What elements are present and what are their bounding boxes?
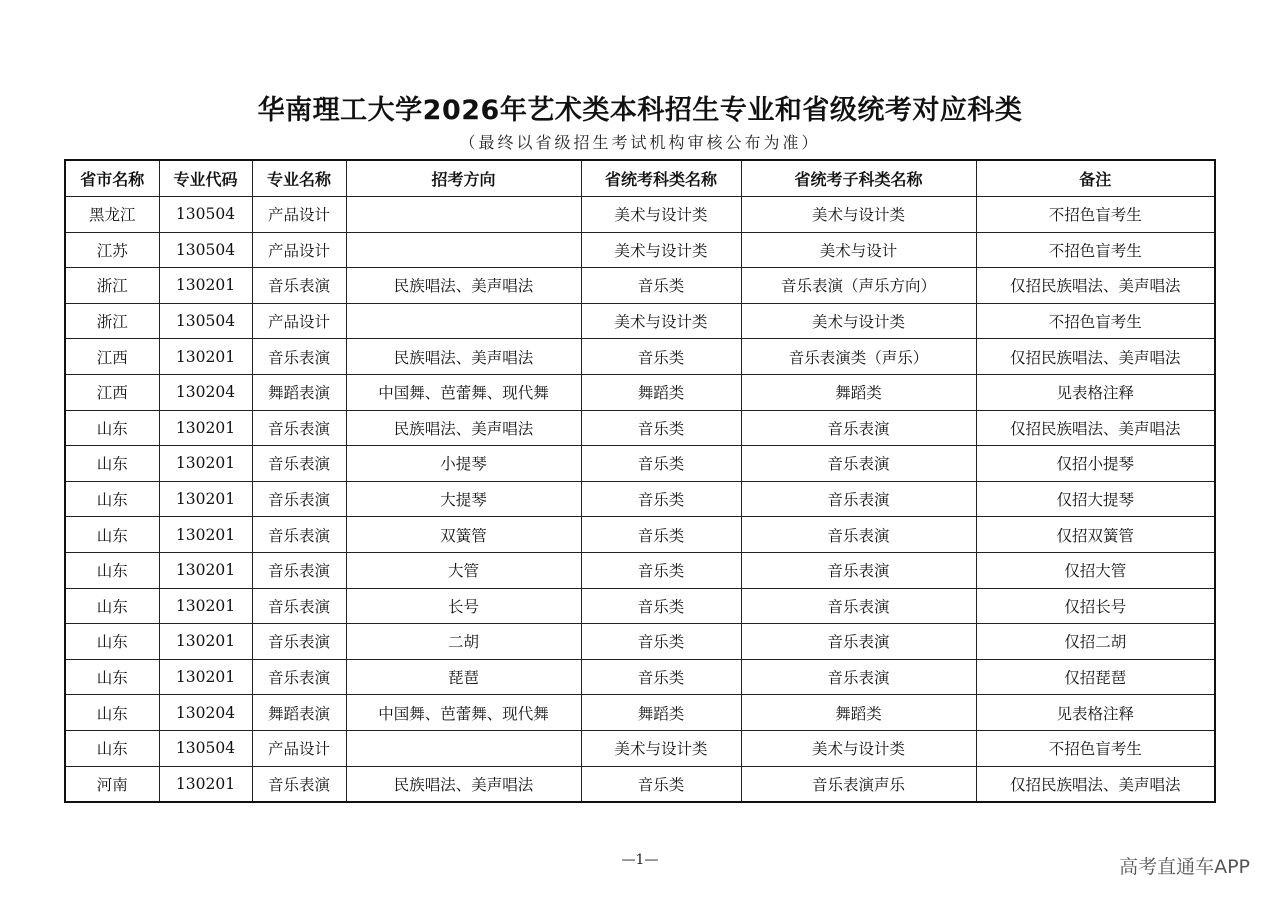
cell-major-code: 130504 [159, 730, 252, 766]
cell-exam-category: 美术与设计类 [581, 232, 741, 268]
cell-major-code: 130201 [159, 588, 252, 624]
cell-remarks: 仅招长号 [976, 588, 1215, 624]
cell-major-name: 音乐表演 [252, 446, 346, 482]
table-row [65, 446, 1215, 482]
cell-exam-subcategory: 音乐表演 [741, 588, 976, 624]
cell-exam-category: 音乐类 [581, 410, 741, 446]
column-header-major-code: 专业代码 [159, 160, 252, 197]
column-header-major-name: 专业名称 [252, 160, 346, 197]
cell-major-name: 音乐表演 [252, 624, 346, 660]
cell-province: 江苏 [65, 232, 159, 268]
cell-exam-subcategory: 音乐表演 [741, 517, 976, 553]
cell-major-name: 产品设计 [252, 303, 346, 339]
cell-province: 山东 [65, 552, 159, 588]
cell-exam-subcategory: 美术与设计类 [741, 730, 976, 766]
cell-exam-category: 音乐类 [581, 517, 741, 553]
cell-exam-subcategory: 音乐表演 [741, 410, 976, 446]
cell-major-code: 130201 [159, 410, 252, 446]
table-row [65, 659, 1215, 695]
cell-major-code: 130201 [159, 659, 252, 695]
watermark: 高考直通车APP [1119, 856, 1250, 878]
cell-province: 浙江 [65, 268, 159, 304]
table-row [65, 268, 1215, 304]
cell-direction: 中国舞、芭蕾舞、现代舞 [346, 695, 581, 731]
cell-major-name: 音乐表演 [252, 517, 346, 553]
cell-remarks: 不招色盲考生 [976, 197, 1215, 233]
cell-exam-subcategory: 音乐表演 [741, 481, 976, 517]
table-row [65, 339, 1215, 375]
cell-province: 山东 [65, 730, 159, 766]
cell-direction: 二胡 [346, 624, 581, 660]
cell-major-code: 130201 [159, 552, 252, 588]
cell-exam-subcategory: 美术与设计类 [741, 303, 976, 339]
cell-remarks: 仅招民族唱法、美声唱法 [976, 410, 1215, 446]
cell-major-name: 音乐表演 [252, 410, 346, 446]
cell-major-code: 130504 [159, 303, 252, 339]
table-row [65, 552, 1215, 588]
cell-exam-category: 音乐类 [581, 552, 741, 588]
table-row [65, 624, 1215, 660]
table-row [65, 197, 1215, 233]
table-row [65, 588, 1215, 624]
cell-major-name: 音乐表演 [252, 339, 346, 375]
table-row [65, 730, 1215, 766]
cell-direction: 民族唱法、美声唱法 [346, 410, 581, 446]
cell-major-code: 130201 [159, 766, 252, 802]
cell-province: 山东 [65, 517, 159, 553]
cell-province: 山东 [65, 695, 159, 731]
cell-exam-subcategory: 舞蹈类 [741, 695, 976, 731]
column-header-direction: 招考方向 [346, 160, 581, 197]
cell-exam-category: 音乐类 [581, 624, 741, 660]
cell-exam-category: 舞蹈类 [581, 374, 741, 410]
cell-direction: 大管 [346, 552, 581, 588]
cell-province: 山东 [65, 624, 159, 660]
cell-major-code: 130201 [159, 446, 252, 482]
cell-exam-category: 音乐类 [581, 268, 741, 304]
cell-province: 山东 [65, 481, 159, 517]
column-header-province: 省市名称 [65, 160, 159, 197]
cell-major-name: 音乐表演 [252, 552, 346, 588]
cell-remarks: 仅招民族唱法、美声唱法 [976, 339, 1215, 375]
cell-exam-subcategory: 音乐表演类（声乐） [741, 339, 976, 375]
cell-major-code: 130504 [159, 197, 252, 233]
cell-major-code: 130504 [159, 232, 252, 268]
cell-major-code: 130204 [159, 695, 252, 731]
column-header-remarks: 备注 [976, 160, 1215, 197]
cell-direction [346, 303, 581, 339]
cell-exam-subcategory: 音乐表演（声乐方向） [741, 268, 976, 304]
document-title: 华南理工大学2026年艺术类本科招生专业和省级统考对应科类 [257, 95, 1023, 126]
cell-province: 山东 [65, 659, 159, 695]
cell-exam-category: 美术与设计类 [581, 303, 741, 339]
table-row [65, 410, 1215, 446]
cell-exam-subcategory: 美术与设计 [741, 232, 976, 268]
table-row [65, 481, 1215, 517]
cell-province: 山东 [65, 446, 159, 482]
cell-direction [346, 730, 581, 766]
cell-exam-category: 音乐类 [581, 659, 741, 695]
cell-major-code: 130201 [159, 624, 252, 660]
cell-major-code: 130201 [159, 268, 252, 304]
cell-province: 江西 [65, 339, 159, 375]
page-number: —1— [621, 852, 659, 868]
table-row [65, 766, 1215, 802]
cell-remarks: 仅招民族唱法、美声唱法 [976, 268, 1215, 304]
cell-province: 江西 [65, 374, 159, 410]
table-row [65, 374, 1215, 410]
cell-exam-subcategory: 音乐表演 [741, 624, 976, 660]
cell-major-code: 130201 [159, 517, 252, 553]
cell-province: 黑龙江 [65, 197, 159, 233]
table-header-row [65, 160, 1215, 197]
cell-province: 浙江 [65, 303, 159, 339]
cell-remarks: 不招色盲考生 [976, 303, 1215, 339]
cell-exam-subcategory: 音乐表演 [741, 446, 976, 482]
cell-direction: 长号 [346, 588, 581, 624]
cell-exam-subcategory: 音乐表演 [741, 659, 976, 695]
cell-remarks: 仅招双簧管 [976, 517, 1215, 553]
cell-remarks: 仅招二胡 [976, 624, 1215, 660]
cell-major-code: 130201 [159, 481, 252, 517]
cell-direction: 琵琶 [346, 659, 581, 695]
cell-major-name: 音乐表演 [252, 588, 346, 624]
cell-major-name: 音乐表演 [252, 481, 346, 517]
cell-exam-category: 音乐类 [581, 588, 741, 624]
cell-remarks: 不招色盲考生 [976, 730, 1215, 766]
cell-major-name: 舞蹈表演 [252, 695, 346, 731]
cell-exam-category: 美术与设计类 [581, 730, 741, 766]
cell-major-name: 舞蹈表演 [252, 374, 346, 410]
cell-major-name: 音乐表演 [252, 659, 346, 695]
cell-exam-category: 音乐类 [581, 766, 741, 802]
cell-major-code: 130201 [159, 339, 252, 375]
cell-major-name: 音乐表演 [252, 268, 346, 304]
cell-exam-subcategory: 美术与设计类 [741, 197, 976, 233]
cell-remarks: 仅招大管 [976, 552, 1215, 588]
cell-remarks: 见表格注释 [976, 695, 1215, 731]
cell-remarks: 仅招大提琴 [976, 481, 1215, 517]
document-subtitle: （最终以省级招生考试机构审核公布为准） [459, 133, 821, 152]
cell-exam-category: 音乐类 [581, 339, 741, 375]
cell-direction [346, 197, 581, 233]
cell-direction: 双簧管 [346, 517, 581, 553]
cell-direction: 民族唱法、美声唱法 [346, 268, 581, 304]
cell-major-name: 产品设计 [252, 232, 346, 268]
cell-direction: 民族唱法、美声唱法 [346, 766, 581, 802]
cell-remarks: 不招色盲考生 [976, 232, 1215, 268]
cell-direction [346, 232, 581, 268]
column-header-exam-category: 省统考科类名称 [581, 160, 741, 197]
cell-major-name: 音乐表演 [252, 766, 346, 802]
cell-remarks: 仅招民族唱法、美声唱法 [976, 766, 1215, 802]
cell-remarks: 仅招小提琴 [976, 446, 1215, 482]
cell-exam-category: 美术与设计类 [581, 197, 741, 233]
cell-major-name: 产品设计 [252, 197, 346, 233]
cell-exam-subcategory: 舞蹈类 [741, 374, 976, 410]
cell-exam-category: 音乐类 [581, 481, 741, 517]
cell-remarks: 仅招琵琶 [976, 659, 1215, 695]
cell-remarks: 见表格注释 [976, 374, 1215, 410]
cell-direction: 小提琴 [346, 446, 581, 482]
cell-exam-subcategory: 音乐表演声乐 [741, 766, 976, 802]
table-row [65, 232, 1215, 268]
table-row [65, 303, 1215, 339]
cell-direction: 大提琴 [346, 481, 581, 517]
cell-major-name: 产品设计 [252, 730, 346, 766]
table-row [65, 695, 1215, 731]
admissions-table [64, 159, 1216, 803]
cell-province: 山东 [65, 410, 159, 446]
cell-province: 河南 [65, 766, 159, 802]
cell-major-code: 130204 [159, 374, 252, 410]
column-header-exam-subcategory: 省统考子科类名称 [741, 160, 976, 197]
cell-exam-category: 音乐类 [581, 446, 741, 482]
table-body [65, 197, 1215, 803]
cell-exam-subcategory: 音乐表演 [741, 552, 976, 588]
cell-exam-category: 舞蹈类 [581, 695, 741, 731]
cell-direction: 中国舞、芭蕾舞、现代舞 [346, 374, 581, 410]
table-row [65, 517, 1215, 553]
cell-province: 山东 [65, 588, 159, 624]
cell-direction: 民族唱法、美声唱法 [346, 339, 581, 375]
